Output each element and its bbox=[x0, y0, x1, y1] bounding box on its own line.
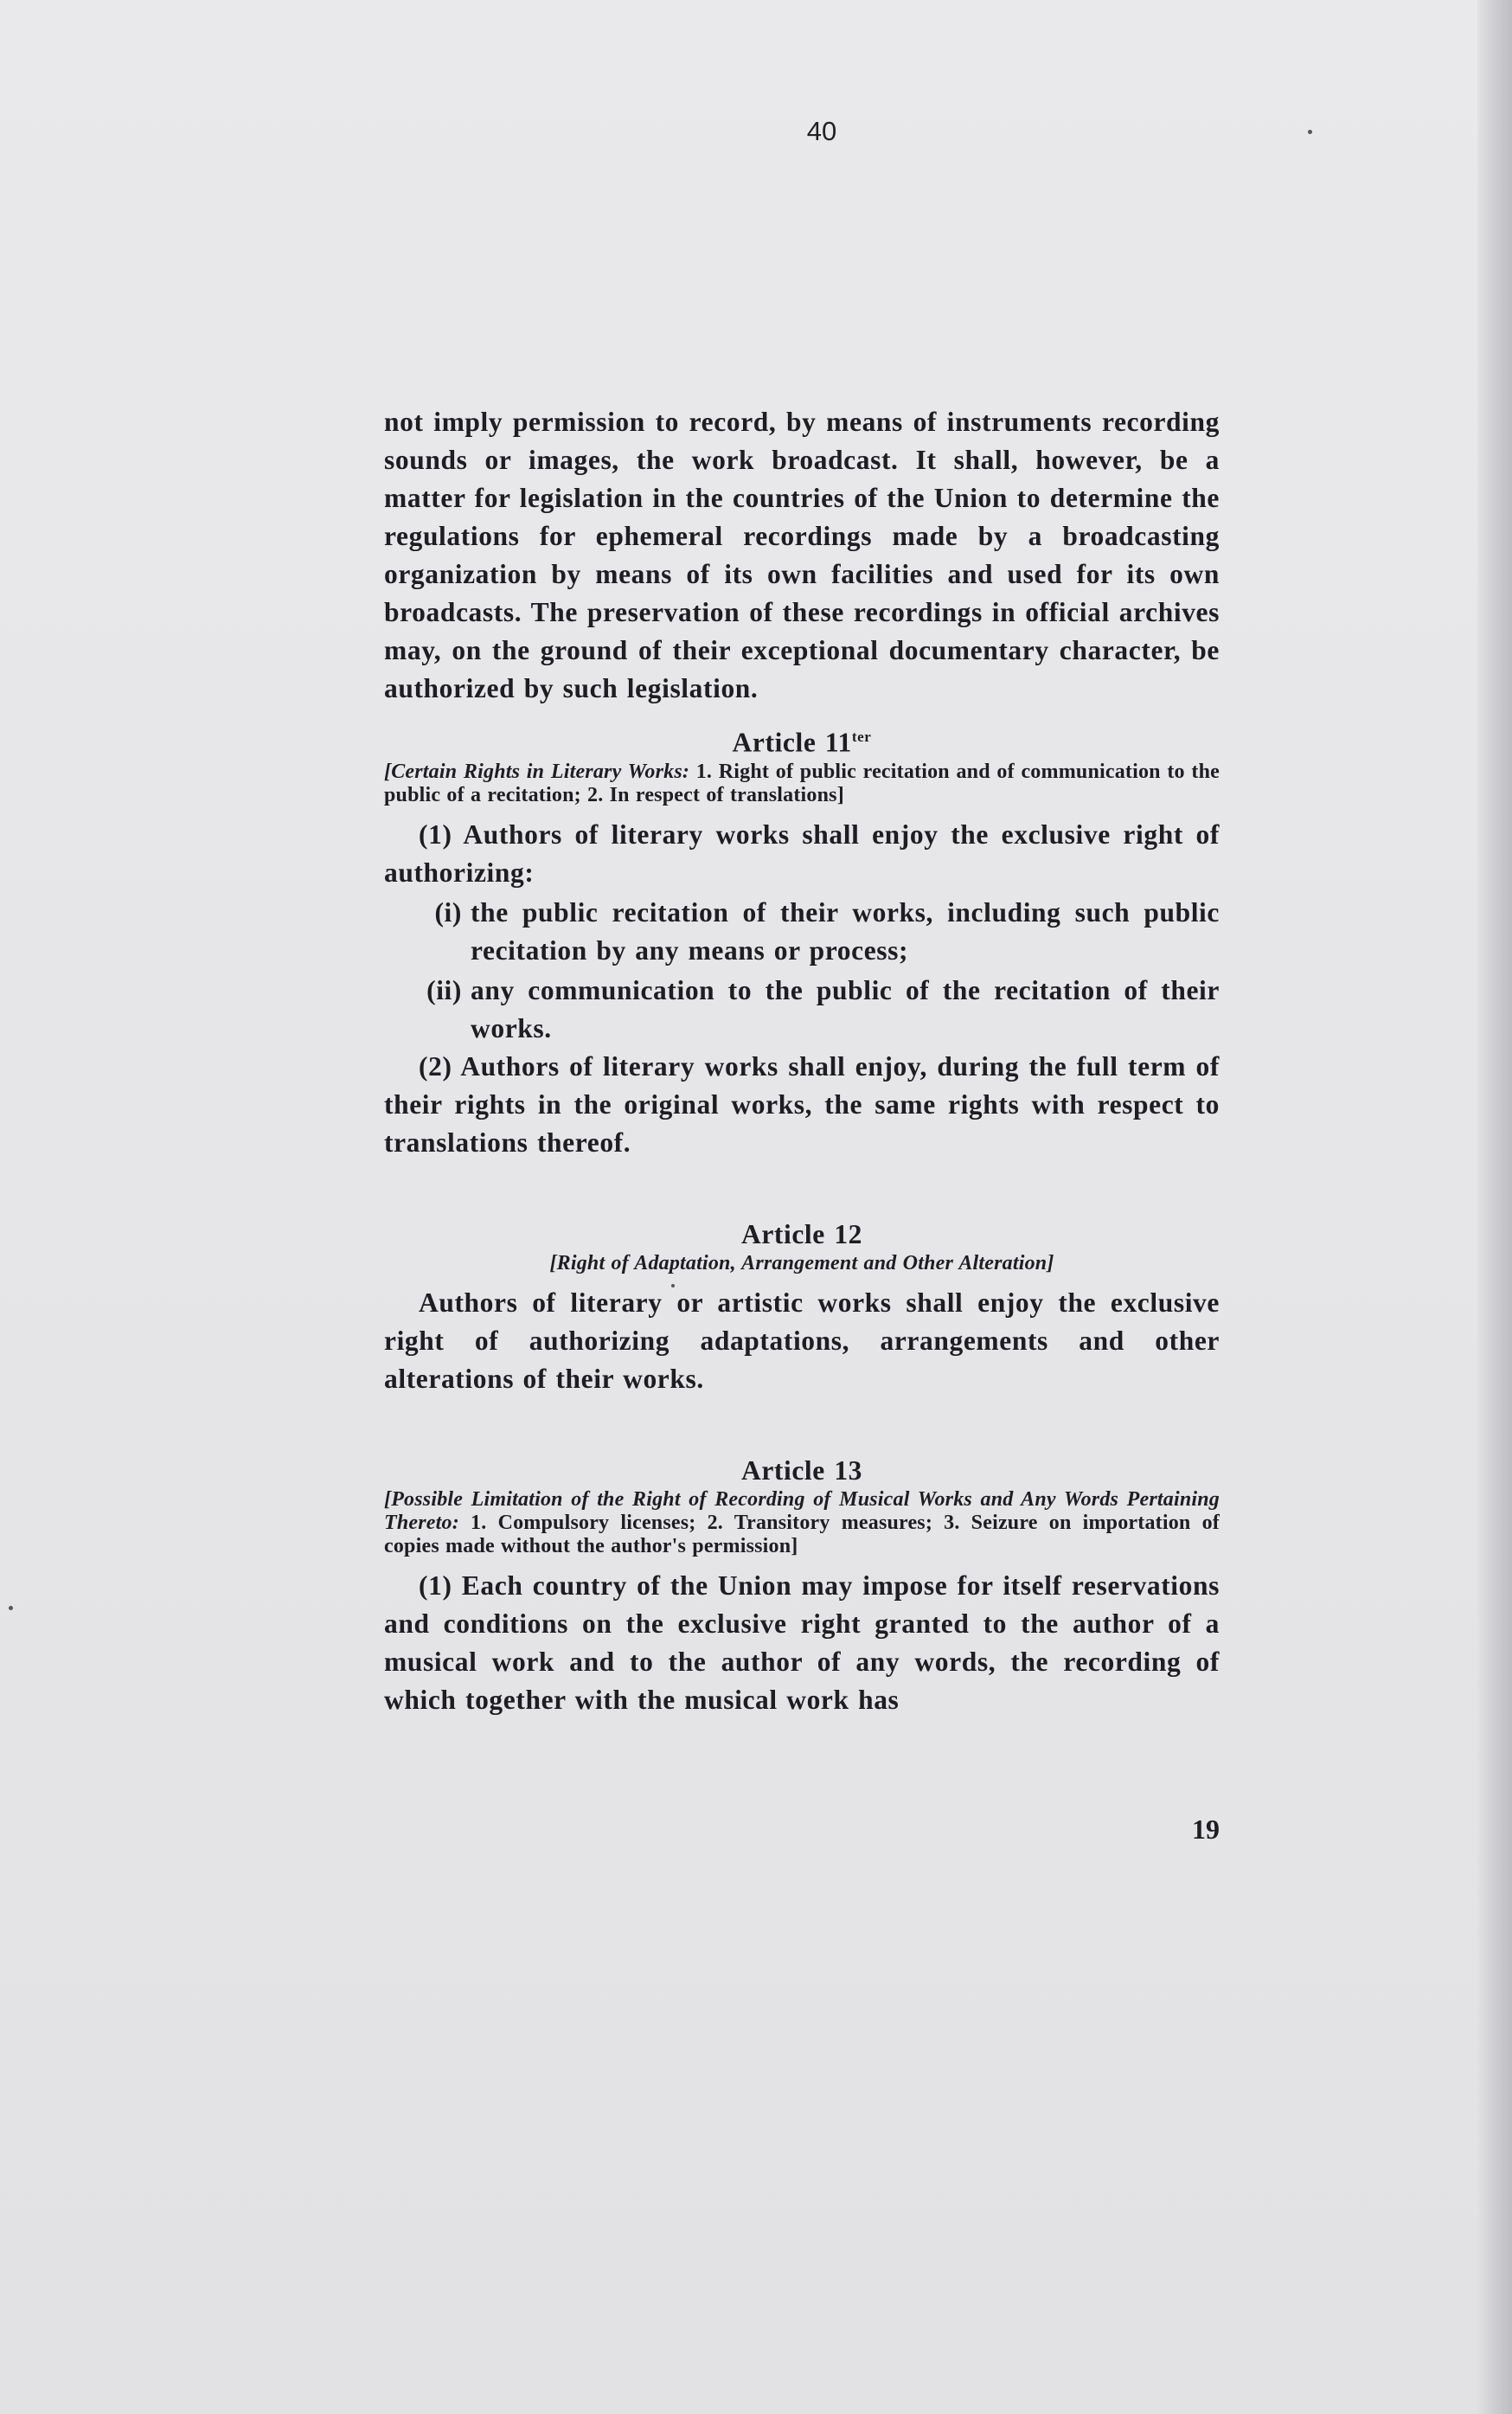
list-item-text: the public recitation of their works, including such public recitation by any means or process; bbox=[471, 896, 1220, 966]
article-11ter-heading bbox=[384, 720, 1220, 761]
article-13-heading: Article 13 bbox=[740, 1454, 863, 1486]
list-item-number: (i) bbox=[434, 896, 462, 928]
article-11ter-title: Article 11 bbox=[732, 727, 852, 758]
article-13-para1: (1) Each country of the Union may impose for itself reservations and conditions on the exclusive right granted to the author of a musical work and to the author of any words, the recording of which together with the musical work has bbox=[384, 1570, 1220, 1715]
page-edge-shadow bbox=[1477, 0, 1512, 2414]
article-12-para1: Authors of literary or artistic works shall enjoy the exclusive right of authorizing adaptations, arrangements and other alterations of their works. bbox=[384, 1287, 1220, 1394]
page-number: 19 bbox=[1192, 1814, 1220, 1845]
intro-paragraph: not imply permission to record, by means of instruments recording sounds or images, the work broadcast. It shall, however, be a matter for legislation in the countries of the Union to determine the regulations for ephemeral recordings made by a broadcasting organization by means of its own facilities and used for its own broadcasts. The preservation of these recordings in official archives may, on the ground of their exceptional documentary character, be authorized by such legislation. bbox=[384, 407, 1220, 703]
article-13-subtitle-rest: 1. Compulsory licenses; 2. Transitory measures; 3. Seizure on importation of copies made without the author's permission] bbox=[384, 1511, 1220, 1557]
article-11ter-superscript: ter bbox=[851, 729, 872, 745]
list-item bbox=[384, 972, 1220, 1048]
article-11ter-subtitle-italic: [Certain Rights in Literary Works: bbox=[384, 760, 690, 783]
article-13-subtitle bbox=[384, 1488, 1220, 1558]
article-11ter-subtitle bbox=[384, 761, 1220, 807]
scan-speck bbox=[671, 1284, 675, 1287]
scan-speck bbox=[1308, 130, 1312, 134]
article-12-subtitle bbox=[384, 1252, 1220, 1275]
folio-container bbox=[0, 116, 1512, 147]
article-11ter-subtitle-rest: 1. Right of public recitation and of communication to the public of a recitation; 2. In respect of translations] bbox=[384, 760, 1220, 806]
article-11ter-para1: (1) Authors of literary works shall enjoy the exclusive right of authorizing: bbox=[384, 819, 1220, 888]
list-item-number: (ii) bbox=[426, 974, 462, 1005]
article-12-heading: Article 12 bbox=[740, 1218, 863, 1249]
scan-speck bbox=[9, 1606, 13, 1610]
article-11ter-para2: (2) Authors of literary works shall enjoy, during the full term of their rights in the original works, the same rights with respect to translations thereof. bbox=[384, 1050, 1220, 1158]
list-item bbox=[384, 894, 1220, 970]
article-12-subtitle-italic: [Right of Adaptation, Arrangement and Other Alteration] bbox=[549, 1251, 1054, 1274]
list-item-text: any communication to the public of the recitation of their works. bbox=[471, 974, 1220, 1043]
document-body bbox=[384, 403, 1220, 1719]
article-13-subtitle-italic: [Possible Limitation of the Right of Recording of Musical Works and Any Words Pertaining Thereto: bbox=[384, 1487, 1220, 1534]
folio-number: 40 bbox=[806, 116, 837, 146]
